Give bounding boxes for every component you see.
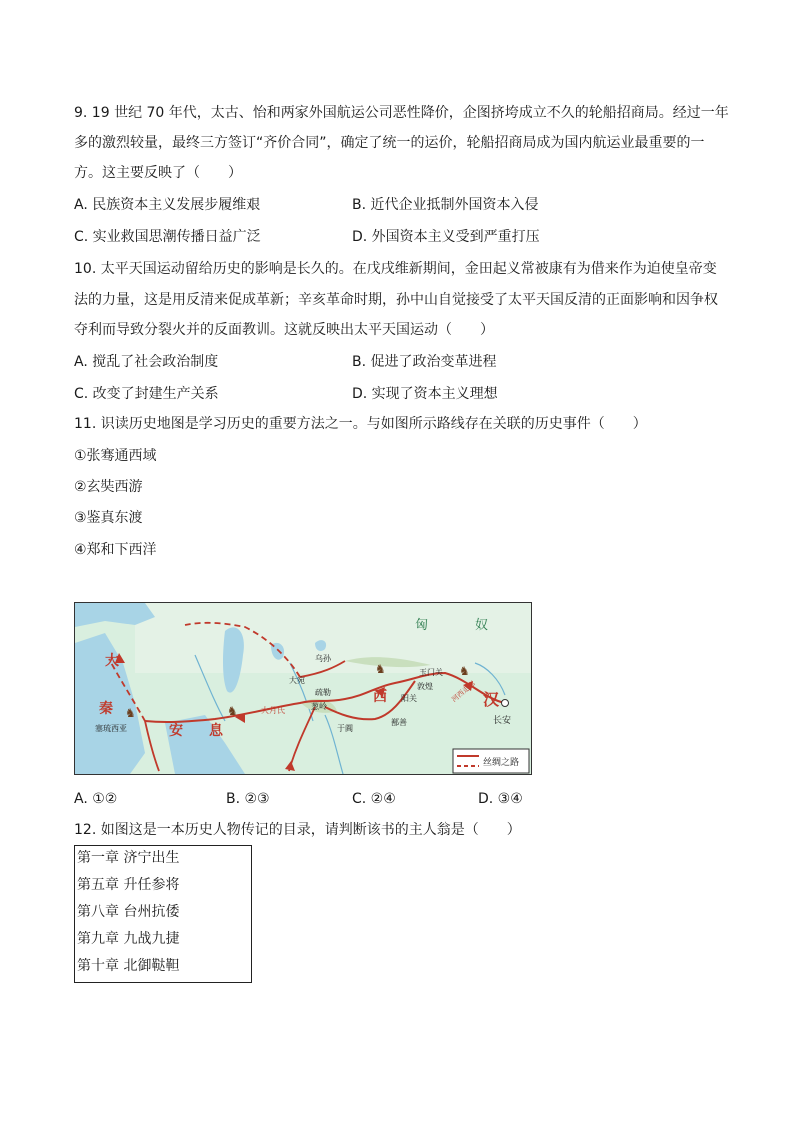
toc-chapter-9: 第九章 九战九捷 xyxy=(77,931,180,947)
camel-icon: ♞ xyxy=(375,662,386,676)
q10-line-3: 夺利而导致分裂火并的反面教训。这就反映出太平天国运动（ ） xyxy=(74,322,494,338)
label-yutian: 于阗 xyxy=(337,724,353,733)
toc-chapter-1: 第一章 济宁出生 xyxy=(77,850,180,866)
camel-icon: ♞ xyxy=(227,704,238,718)
label-changan: 长安 xyxy=(493,716,512,726)
toc-chapter-10: 第十章 北御鞑靼 xyxy=(77,958,180,974)
q10-option-a: A. 搅乱了社会政治制度 xyxy=(74,354,219,370)
q9-option-a: A. 民族资本主义发展步履维艰 xyxy=(74,197,261,213)
q9-option-b: B. 近代企业抵制外国资本入侵 xyxy=(352,197,539,213)
label-dunhuang: 敦煌 xyxy=(417,682,433,691)
label-xiongnu-1: 匈 xyxy=(415,618,429,633)
toc-chapter-8: 第八章 台州抗倭 xyxy=(77,904,180,920)
map-land-north xyxy=(135,603,531,673)
label-yumenguan: 玉门关 xyxy=(419,668,443,677)
q11-item-1: ①张骞通西域 xyxy=(74,448,157,464)
legend-label: 丝绸之路 xyxy=(483,758,520,768)
q11-item-3: ③鉴真东渡 xyxy=(74,510,143,526)
q11-item-4: ④郑和下西洋 xyxy=(74,542,157,558)
q9-line-2: 多的激烈较量，最终三方签订“齐价合同”，确定了统一的运价，轮船招商局成为国内航运业最重要的一 xyxy=(74,135,705,151)
q11-option-b: B. ②③ xyxy=(226,791,270,807)
label-anxi-2: 息 xyxy=(209,723,223,739)
q9-option-c: C. 实业救国思潮传播日益广泛 xyxy=(74,229,261,245)
q10-line-1: 10. 太平天国运动留给历史的影响是长久的。在戊戌维新期间，金田起义常被康有为借来作为迫使皇帝变 xyxy=(74,261,717,277)
label-sailiu: 塞琉西亚 xyxy=(95,724,127,733)
q10-option-c: C. 改变了封建生产关系 xyxy=(74,386,219,402)
q9-line-3: 方。这主要反映了（ ） xyxy=(74,165,242,181)
q10-line-2: 法的力量，这是用反清来促成革新；辛亥革命时期，孙中山自觉接受了太平天国反清的正面影响和因争权 xyxy=(74,292,718,308)
q11-option-d: D. ③④ xyxy=(478,791,523,807)
silk-road-map xyxy=(74,602,532,775)
label-anxi-1: 安 xyxy=(169,723,183,739)
q11-option-a: A. ①② xyxy=(74,791,118,807)
q9-option-d: D. 外国资本主义受到严重打压 xyxy=(352,229,540,245)
label-wusun: 乌孙 xyxy=(315,654,331,663)
silk-road-map-svg xyxy=(75,603,531,774)
label-han: 汉 xyxy=(483,690,500,709)
label-congling: 葱岭 xyxy=(311,702,327,711)
label-dayuan: 大宛 xyxy=(289,676,305,685)
label-xi: 西 xyxy=(373,689,387,705)
biography-table-of-contents xyxy=(74,845,252,983)
q11-stem: 11. 识读历史地图是学习历史的重要方法之一。与如图所示路线存在关联的历史事件（ ） xyxy=(74,416,647,432)
q9-line-1: 9. 19 世纪 70 年代，太古、怡和两家外国航运公司恶性降价，企图挤垮成立不久的轮船招商局。经过一年 xyxy=(74,105,729,121)
camel-icon: ♞ xyxy=(125,706,136,720)
q10-option-d: D. 实现了资本主义理想 xyxy=(352,386,498,402)
q12-stem: 12. 如图这是一本历史人物传记的目录，请判断该书的主人翁是（ ） xyxy=(74,822,521,838)
changan-marker xyxy=(502,700,509,707)
label-daqin-1: 大 xyxy=(105,653,119,669)
q10-option-b: B. 促进了政治变革进程 xyxy=(352,354,497,370)
q11-option-c: C. ②④ xyxy=(352,791,396,807)
q11-item-2: ②玄奘西游 xyxy=(74,479,143,495)
label-shule: 疏勒 xyxy=(315,688,331,697)
label-dayuezhi: 大月氏 xyxy=(261,706,285,715)
label-hexi: 河西走廊 xyxy=(450,679,477,704)
label-shanshan: 鄯善 xyxy=(391,718,407,727)
label-yangguan: 阳关 xyxy=(401,694,417,703)
toc-chapter-5: 第五章 升任参将 xyxy=(77,877,180,893)
label-xiongnu-2: 奴 xyxy=(475,618,489,633)
camel-icon: ♞ xyxy=(459,664,470,678)
label-daqin-2: 秦 xyxy=(99,701,113,717)
